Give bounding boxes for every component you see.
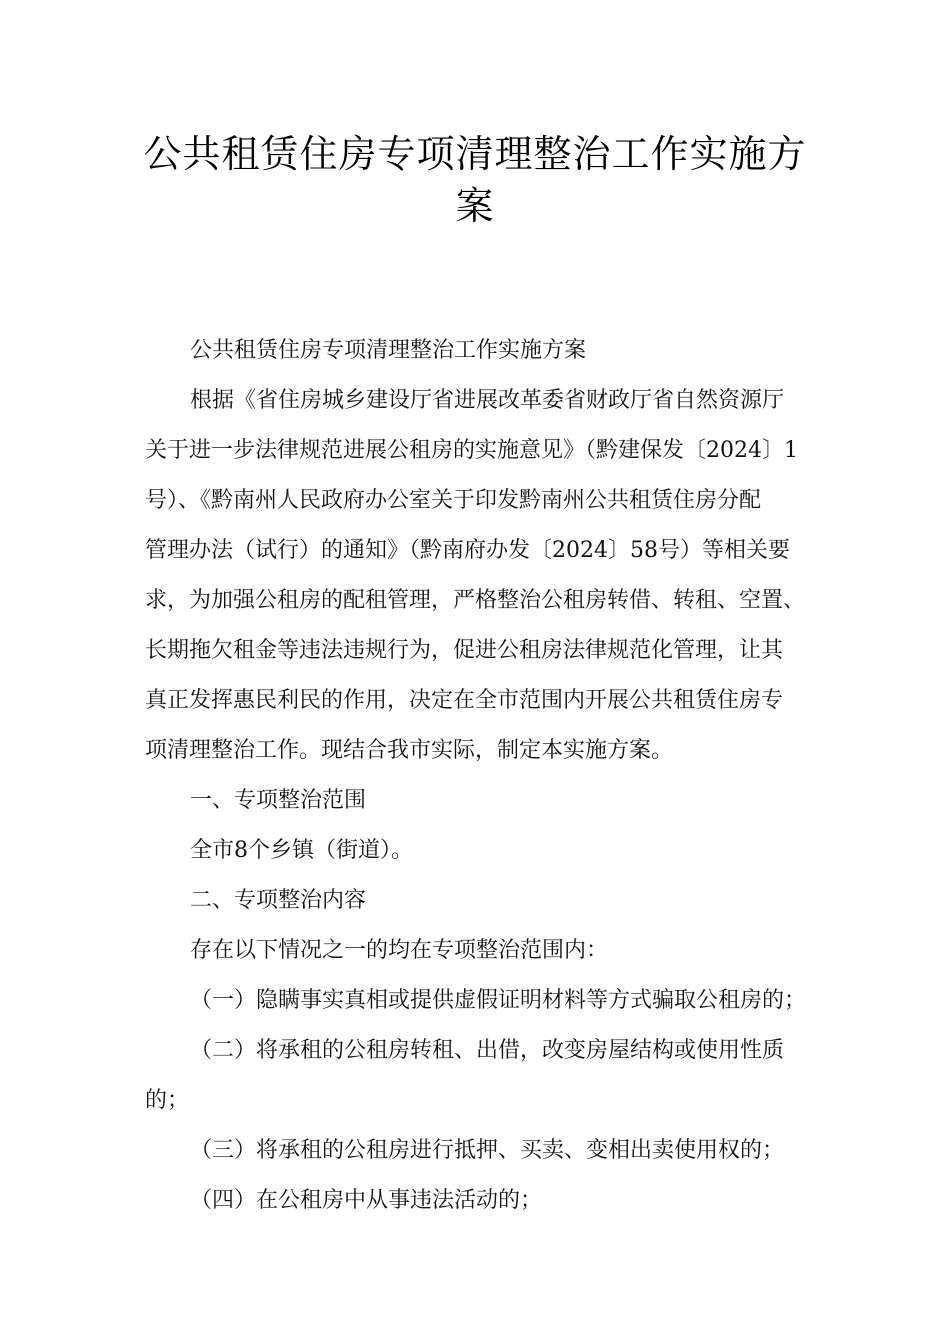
paragraph-line: 长期拖欠租金等违法违规行为，促进公租房法律规范化管理，让其	[145, 638, 784, 663]
paragraph-line: 关于进一步法律规范进展公租房的实施意见》（黔建保发〔2024〕1	[145, 438, 798, 463]
list-item: （一）隐瞒事实真相或提供虚假证明材料等方式骗取公租房的；	[190, 988, 807, 1013]
paragraph-line: 项清理整治工作。现结合我市实际，制定本实施方案。	[145, 738, 674, 763]
list-item-continuation: 的；	[145, 1088, 190, 1113]
list-item: （三）将承租的公租房进行抵押、买卖、变相出卖使用权的；	[190, 1138, 785, 1163]
intro-line: 公共租赁住房专项清理整治工作实施方案	[190, 338, 587, 363]
paragraph-line: 求，为加强公租房的配租管理，严格整治公租房转借、转租、空置、	[145, 588, 806, 613]
list-item: （二）将承租的公租房转租、出借，改变房屋结构或使用性质	[190, 1038, 785, 1063]
section-intro: 存在以下情况之一的均在专项整治范围内：	[190, 938, 609, 963]
section-heading: 一、专项整治范围	[190, 788, 367, 813]
list-item: （四）在公租房中从事违法活动的；	[190, 1188, 543, 1213]
paragraph-line: 号）、《黔南州人民政府办公室关于印发黔南州公共租赁住房分配	[145, 488, 762, 513]
document-title-line-1: 公共租赁住房专项清理整治工作实施方	[143, 132, 807, 176]
paragraph-line: 根据《省住房城乡建设厅省进展改革委省财政厅省自然资源厅	[190, 388, 785, 413]
section-heading: 二、专项整治内容	[190, 888, 367, 913]
paragraph-line: 真正发挥惠民利民的作用，决定在全市范围内开展公共租赁住房专	[145, 688, 784, 713]
section-text: 全市8个乡镇（街道）。	[190, 838, 413, 863]
paragraph-line: 管理办法（试行）的通知》（黔南府办发〔2024〕58号）等相关要	[145, 538, 790, 563]
document-title-line-2: 案	[455, 184, 495, 228]
